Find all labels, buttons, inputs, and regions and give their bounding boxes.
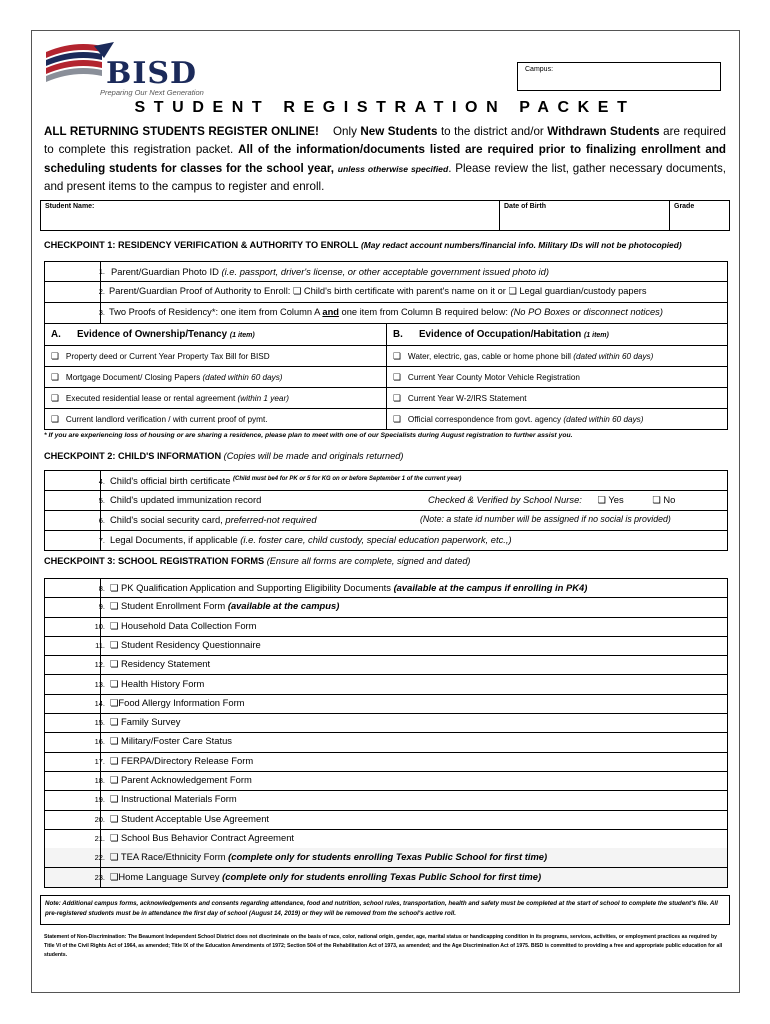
form-checklist-item [44, 810, 728, 830]
date-of-birth-field[interactable] [499, 201, 669, 230]
evidence-a-text: Property deed or Current Year Property Tax Bill for BISD [65, 352, 270, 361]
form-item-label: ❏ Military/Foster Care Status [110, 735, 232, 747]
evidence-b-text: Official correspondence from govt. agency [407, 415, 564, 424]
item-number: 16. [94, 737, 105, 747]
checkpoint-2-note: (Copies will be made and originals returned) [223, 451, 404, 461]
form-item-text[interactable] [110, 832, 294, 844]
item-number: 18. [94, 776, 105, 785]
item-number: 8. [98, 584, 105, 593]
evidence-b-item [387, 409, 727, 429]
intro-new-students: New Students [360, 125, 438, 138]
form-item-text[interactable] [110, 678, 204, 690]
form-item-label: ❏ Health History Form [110, 677, 205, 689]
intro-text-4: . Please review the list, gather necessary documents, and present items to the campus to register and enroll. [44, 161, 726, 193]
checkpoint-1-item-2 [44, 282, 728, 303]
item-number: 15. [94, 718, 105, 728]
intro-paragraph [44, 123, 726, 196]
item-note: (Child must be4 for PK or 5 for KG on or before September 1 of the current year) [233, 476, 462, 482]
checkpoint-2-item-6 [44, 511, 728, 531]
form-checklist-item [44, 578, 728, 598]
form-item-label: ❏ Student Residency Questionnaire [110, 638, 261, 650]
checkbox-icon[interactable]: ❏ [51, 414, 60, 424]
form-item-label: ❏Food Allergy Information Form [110, 696, 245, 708]
form-item-text[interactable] [110, 813, 269, 825]
form-checklist-item [44, 868, 728, 888]
form-item-label: ❏ TEA Race/Ethnicity Form [110, 851, 229, 863]
checkpoint-3-title: CHECKPOINT 3: SCHOOL REGISTRATION FORMS [44, 556, 265, 566]
checkpoint-1-heading [44, 240, 682, 250]
column-b-title: Evidence of Occupation/Habitation [419, 329, 582, 340]
item-label: Legal Documents, if applicable [110, 534, 241, 545]
evidence-b-item [387, 388, 727, 408]
evidence-b-note: (dated within 60 days) [563, 415, 644, 424]
item-number: 9. [98, 602, 105, 612]
item-number: 2. [98, 287, 105, 296]
student-info-box [40, 200, 730, 231]
evidence-b-text: Current Year W-2/IRS Statement [407, 394, 527, 403]
item-number: 20. [94, 814, 105, 824]
checkbox-icon[interactable]: ❏ [393, 414, 402, 424]
item-note: (i.e. passport, driver's license, or other acceptable government issued photo id) [221, 266, 549, 277]
form-item-label: ❏ School Bus Behavior Contract Agreement [110, 831, 295, 843]
item-number: 4. [98, 477, 105, 486]
campus-field[interactable] [517, 62, 721, 91]
evidence-b-item [387, 367, 727, 387]
column-a-count: (1 item) [229, 332, 255, 339]
logo-tagline: Preparing Our Next Generation [100, 88, 204, 97]
student-name-field[interactable] [41, 201, 499, 230]
item-text [110, 534, 512, 545]
footer-note: Note: Additional campus forms, acknowledgements and consents regarding attendance, food and nutrition, school rules, transportation, health and safety must be completed at the start of school to complete the student's file. All pre-registered students must be in attendance the first day of school (August 14, 2019) or they will be removed from the school's active roll. [40, 895, 730, 925]
checkbox-icon[interactable]: ❏ [51, 393, 60, 403]
item-label: Two Proofs of Residency*: one item from Column A [109, 307, 323, 317]
item-label-2: one item from Column B required below: [338, 307, 511, 317]
item-label: Child's social security card, [110, 514, 226, 525]
form-checklist-item [44, 771, 728, 791]
evidence-a-item [45, 367, 387, 387]
item-text: Parent/Guardian Proof of Authority to Enroll: ❏ Child's birth certificate with parent's name on it or ❏ Legal guardian/custody papers [109, 286, 647, 296]
checkpoint-3-heading [44, 556, 471, 566]
checkbox-icon[interactable]: ❏ [51, 372, 60, 382]
column-b-header [387, 324, 727, 345]
item-number: 21. [94, 833, 105, 843]
checkbox-icon[interactable]: ❏ [393, 393, 402, 403]
column-a-title: Evidence of Ownership/Tenancy [77, 329, 228, 340]
checkpoint-1-title: CHECKPOINT 1: RESIDENCY VERIFICATION & AUTHORITY TO ENROLL [44, 240, 359, 250]
evidence-a-text: Current landlord verification / with current proof of pymt. [65, 415, 268, 424]
form-item-text[interactable] [110, 697, 245, 709]
item-number: 13. [94, 679, 105, 689]
form-item-label: ❏ Student Acceptable Use Agreement [110, 812, 270, 824]
item-text [110, 514, 317, 525]
form-item-text[interactable] [110, 582, 587, 594]
item-text [110, 475, 461, 486]
form-item-label: ❏ Residency Statement [110, 658, 211, 670]
form-item-note: (available at the campus) [227, 600, 340, 612]
nurse-label: Checked & Verified by School Nurse: [428, 494, 582, 505]
form-item-text[interactable] [110, 793, 237, 805]
evidence-a-item [45, 409, 387, 429]
bisd-logo [44, 40, 214, 96]
nurse-no-checkbox[interactable]: ❏ No [652, 494, 676, 505]
intro-text-1: Only [333, 125, 361, 138]
item-note: (No PO Boxes or disconnect notices) [510, 307, 663, 317]
form-item-label: ❏ PK Qualification Application and Supporting Eligibility Documents [110, 582, 394, 593]
form-item-text[interactable] [110, 851, 547, 863]
item-number: 12. [94, 660, 105, 670]
grade-label: Grade [674, 203, 695, 210]
checkpoint-2-item-4 [44, 470, 728, 491]
non-discrimination-statement: Statement of Non-Discrimination: The Beaumont Independent School District does not discriminate on the basis of race, color, national origin, gender, age, marital status or handicapping condition in its programs, services, activities, or employment practices as required by Title VI of the Civil Rights Act of 1964, as amended; Title IX of the Education Amendments of 1972; Section 504 of the Rehabilitation Act of 1973, as amended; and the Age Discrimination Act of 1975. BISD is committed to providing a free and appropriate public education for all students. [44, 934, 723, 958]
item-text [111, 266, 549, 277]
form-item-text[interactable] [110, 600, 339, 612]
column-b-letter: B. [393, 329, 403, 340]
checkpoint-3-note: (Ensure all forms are complete, signed and dated) [266, 556, 471, 566]
campus-label: Campus: [525, 66, 554, 73]
page-title: STUDENT REGISTRATION PACKET [134, 99, 636, 116]
item-number: 22. [94, 853, 105, 863]
item-number: 17. [94, 756, 105, 766]
evidence-a-note: (dated within 60 days) [202, 373, 283, 382]
evidence-b-text: Current Year County Motor Vehicle Registration [407, 373, 580, 382]
form-checklist-item [44, 675, 728, 695]
form-checklist-item [44, 655, 728, 675]
intro-bold-sentence: All of the information/documents listed are required prior to finalizing enrollment and scheduling students for classes for the school year, [44, 143, 726, 175]
evidence-row [44, 388, 728, 409]
form-item-text[interactable] [110, 755, 253, 767]
grade-field[interactable] [669, 201, 730, 230]
intro-lead: ALL RETURNING STUDENTS REGISTER ONLINE! [44, 125, 319, 138]
checkpoint-2-item-5 [44, 491, 728, 511]
item-number: 10. [94, 621, 105, 631]
form-item-text[interactable] [110, 774, 252, 786]
intro-text-3: are required to complete this registration packet. [44, 125, 726, 157]
item-number: 3. [98, 308, 105, 317]
form-item-note: (available at the campus if enrolling in PK4) [393, 582, 588, 593]
checkpoint-1-item-3 [44, 303, 728, 324]
item-number: 5. [98, 496, 105, 505]
checkbox-icon[interactable]: ❏ [51, 351, 60, 361]
item-label: Parent/Guardian Photo ID [111, 266, 222, 277]
form-item-text[interactable] [110, 716, 180, 728]
evidence-row [44, 346, 728, 367]
form-item-label: ❏ Family Survey [110, 716, 181, 728]
form-checklist-item [44, 848, 728, 868]
evidence-b-note: (dated within 60 days) [573, 352, 654, 361]
dob-label: Date of Birth [504, 203, 546, 210]
ssn-note: (Note: a state id number will be assigned if no social is provided) [420, 514, 671, 524]
form-checklist-item [44, 713, 728, 733]
checkpoint-1-note: (May redact account numbers/financial info. Military IDs will not be photocopied) [361, 240, 682, 250]
nurse-verification [428, 494, 675, 506]
nurse-yes-checkbox[interactable]: ❏ Yes [597, 494, 624, 505]
form-checklist-item [44, 752, 728, 772]
item-text: Child's updated immunization record [110, 494, 262, 505]
column-a-header [45, 324, 387, 345]
form-item-label: ❏ FERPA/Directory Release Form [110, 754, 254, 766]
form-checklist-item [44, 829, 728, 849]
checkpoint-2-item-7 [44, 531, 728, 551]
form-item-note: (complete only for students enrolling Texas Public School for first time) [222, 870, 542, 882]
evidence-columns-header [44, 324, 728, 346]
form-item-text[interactable] [110, 658, 210, 670]
item-label: Child's official birth certificate [110, 475, 231, 486]
item-number: 19. [94, 795, 105, 805]
intro-unless: unless otherwise specified [337, 163, 449, 174]
evidence-b-item [387, 346, 727, 366]
form-item-label: ❏ Parent Acknowledgement Form [110, 774, 252, 785]
evidence-a-note: (within 1 year) [237, 394, 289, 403]
intro-text-2: to the district and/or [437, 125, 548, 138]
checkpoint-2-title: CHECKPOINT 2: CHILD'S INFORMATION [44, 451, 222, 461]
form-checklist-item [44, 732, 728, 752]
checkpoint-2-heading [44, 451, 403, 461]
item-number: 7. [98, 536, 105, 545]
form-item-text[interactable] [110, 871, 541, 883]
form-checklist-item [44, 617, 728, 637]
item-note: preferred-not required [225, 514, 317, 525]
form-checklist-item [44, 636, 728, 656]
form-item-label: ❏ Household Data Collection Form [110, 619, 257, 631]
student-name-label: Student Name: [45, 203, 95, 210]
item-number: 11. [95, 640, 105, 650]
evidence-a-item [45, 346, 387, 366]
evidence-a-text: Executed residential lease or rental agreement [65, 394, 238, 403]
item-text [109, 307, 663, 317]
form-item-label: ❏ Instructional Materials Form [110, 793, 237, 805]
form-checklist-item [44, 597, 728, 617]
item-number: 23. [94, 872, 105, 882]
item-and: and [322, 307, 339, 317]
checkpoint-1-item-1 [44, 261, 728, 282]
checkpoint-1-footnote: * If you are experiencing loss of housing or are sharing a residence, please plan to meet with one of our Specialists during August registration to further assist you. [44, 432, 573, 439]
form-item-text[interactable] [110, 620, 257, 632]
item-number: 14. [94, 698, 105, 708]
logo-text: BISD [106, 56, 198, 91]
column-b-count: (1 item) [583, 332, 609, 339]
form-item-text[interactable] [110, 735, 232, 747]
checkbox-icon[interactable]: ❏ [393, 351, 402, 361]
item-note: (i.e. foster care, child custody, special education paperwork, etc.,) [240, 534, 512, 545]
evidence-a-item [45, 388, 387, 408]
evidence-row [44, 409, 728, 430]
form-checklist-item [44, 694, 728, 714]
evidence-a-text: Mortgage Document/ Closing Papers [65, 373, 203, 382]
form-checklist-item [44, 790, 728, 810]
item-number: 1. [98, 267, 105, 276]
form-item-label: ❏Home Language Survey [110, 870, 223, 882]
evidence-row [44, 367, 728, 388]
evidence-b-text: Water, electric, gas, cable or home phone bill [407, 352, 574, 361]
form-item-note: (complete only for students enrolling Texas Public School for first time) [228, 851, 548, 863]
intro-withdrawn: Withdrawn Students [547, 125, 660, 138]
column-a-letter: A. [51, 329, 61, 340]
item-number: 6. [98, 516, 105, 525]
form-item-label: ❏ Student Enrollment Form [110, 600, 228, 612]
checkbox-icon[interactable]: ❏ [393, 372, 402, 382]
form-item-text[interactable] [110, 639, 261, 651]
